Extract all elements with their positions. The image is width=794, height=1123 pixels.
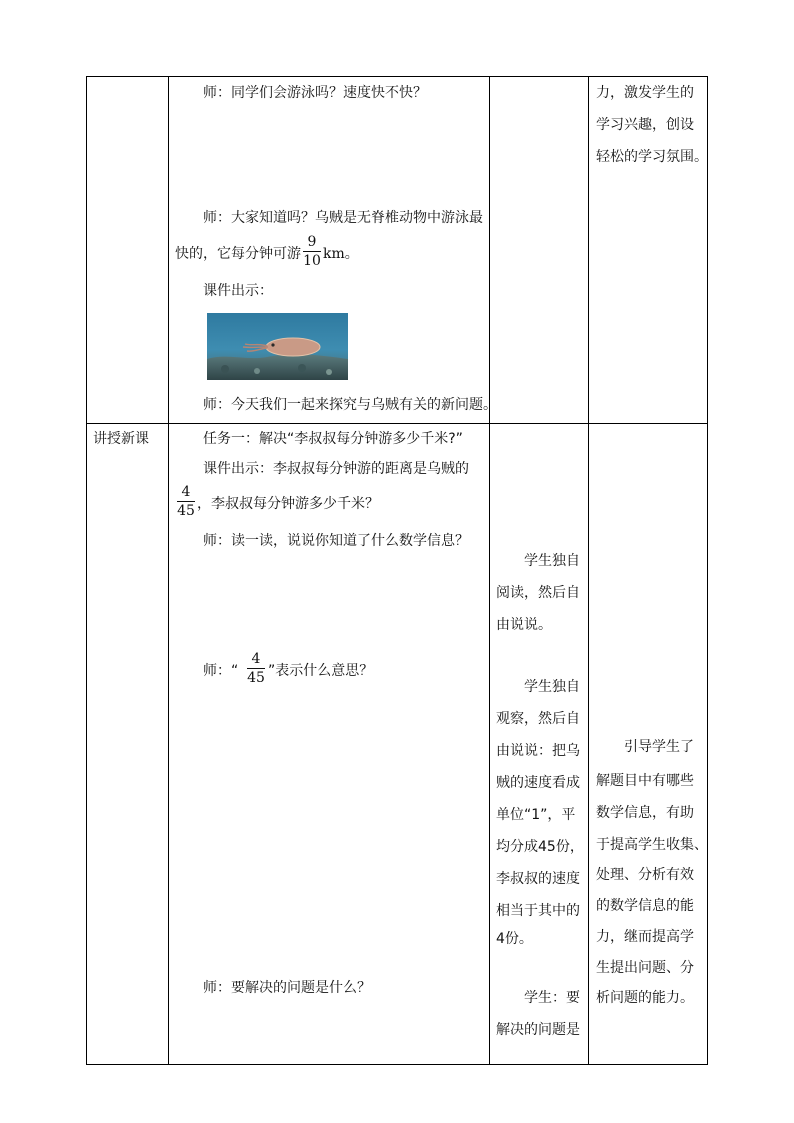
- teacher-question-cuttlefish-cont: 快的，它每分钟可游: [175, 246, 301, 262]
- design-intent-line: 的数学信息的能: [596, 898, 694, 914]
- row1-purpose-line-1: 力，激发学生的: [596, 85, 694, 101]
- row-divider: [86, 423, 708, 424]
- table-left-border: [86, 76, 87, 1065]
- table-right-border: [707, 76, 708, 1065]
- teacher-question-swim: 师：同学们会游泳吗？速度快不快？: [203, 85, 427, 101]
- row1-purpose-line-2: 学习兴趣，创设: [596, 117, 694, 133]
- courseware-problem-line-2: ，李叔叔每分钟游多少千米？: [197, 496, 379, 512]
- row1-purpose-line-3: 轻松的学习氛围。: [596, 149, 708, 165]
- student-activity-line: 观察，然后自: [496, 711, 580, 727]
- col-divider-3: [588, 76, 589, 1065]
- student-activity-line: 单位“1”，平: [496, 807, 576, 823]
- design-intent-line: 解题目中有哪些: [596, 773, 694, 789]
- student-activity-line: 学生：要: [524, 990, 580, 1006]
- design-intent-line: 数学信息，有助: [596, 805, 694, 821]
- design-intent-line: 力，继而提高学: [596, 929, 694, 945]
- teacher-problem-question: 师：要解决的问题是什么？: [203, 980, 371, 996]
- teacher-meaning-open: 师：“: [203, 663, 239, 679]
- teacher-read-question: 师：读一读，说说你知道了什么数学信息？: [203, 533, 469, 549]
- teacher-intro-new-problem: 师：今天我们一起来探究与乌贼有关的新问题。: [203, 397, 497, 413]
- student-activity-line: 学生独自: [524, 553, 580, 569]
- student-activity-line: 李叔叔的速度: [496, 871, 580, 887]
- design-intent-line: 析问题的能力。: [596, 990, 694, 1006]
- cuttlefish-underwater-photo: [207, 313, 348, 380]
- student-activity-line: 贼的速度看成: [496, 775, 580, 791]
- table-top-border: [86, 76, 708, 77]
- table-bottom-border: [86, 1064, 708, 1065]
- stage-label-new-lesson: 讲授新课: [93, 431, 149, 447]
- student-activity-line: 解决的问题是: [496, 1022, 580, 1038]
- fraction-four-fortyfifths-quoted: 4 45: [247, 651, 265, 686]
- courseware-label: 课件出示：: [203, 283, 273, 299]
- student-activity-line: 由说说。: [496, 617, 552, 633]
- speed-unit: km。: [323, 246, 359, 262]
- student-activity-line: 阅读，然后自: [496, 585, 580, 601]
- student-activity-line: 均分成45份，: [496, 839, 584, 855]
- col-divider-2: [489, 76, 490, 1065]
- student-activity-line: 由说说：把乌: [496, 743, 580, 759]
- col-divider-1: [168, 76, 169, 1065]
- fraction-four-fortyfifths: 4 45: [177, 484, 195, 519]
- teacher-question-cuttlefish: 师：大家知道吗？乌贼是无脊椎动物中游泳最: [203, 210, 483, 226]
- design-intent-line: 生提出问题、分: [596, 960, 694, 976]
- teacher-meaning-close: ”表示什么意思？: [268, 663, 374, 679]
- student-activity-line: 4份。: [496, 931, 533, 947]
- design-intent-line: 引导学生了: [624, 739, 694, 755]
- design-intent-line: 处理、分析有效: [596, 867, 694, 883]
- student-activity-line: 学生独自: [524, 679, 580, 695]
- fraction-nine-tenths: 9 10: [303, 234, 321, 269]
- task-one-title: 任务一：解决“李叔叔每分钟游多少千米?”: [203, 431, 463, 447]
- design-intent-line: 于提高学生收集、: [596, 837, 708, 853]
- student-activity-line: 相当于其中的: [496, 903, 580, 919]
- courseware-problem-line-1: 课件出示：李叔叔每分钟游的距离是乌贼的: [203, 461, 469, 477]
